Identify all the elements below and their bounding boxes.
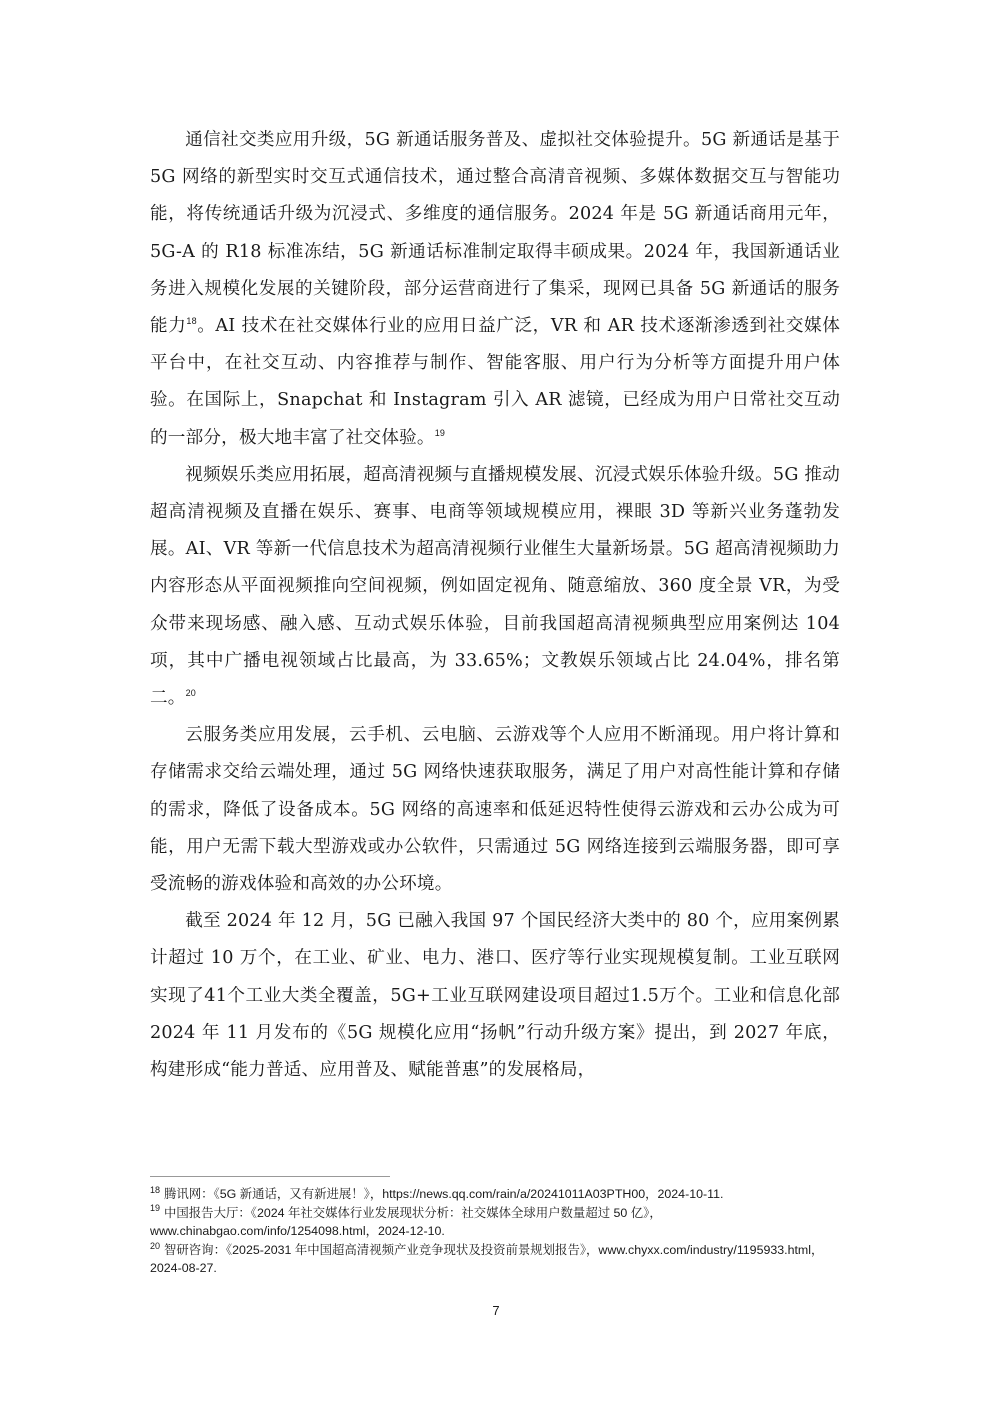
paragraph-text: 视频娱乐类应用拓展，超高清视频与直播规模发展、沉浸式娱乐体验升级。5G 推动超高清视频及直播在娱乐、赛事、电商等领域规模应用，裸眼 3D 等新兴业务蓬勃发展。AI、VR 等新一代信息技术为超高清视频行业催生大量新场景。5G 超高清视频助力内容形态从平面视频推向空间视频，例如固定视角、随意缩放、360 度全景 VR，为受众带来现场感、融入感、互动式娱乐体验，目前我国超高清视频典型应用案例达 104 项，其中广播电视领域占比最高，为 33.65%；文教娱乐领域占比 24.04%，排名第二。 xyxy=(150,464,840,709)
footnote-number: 18 xyxy=(150,1184,161,1195)
footnote-18 xyxy=(150,1185,842,1204)
paragraph-text: 。AI 技术在社交媒体行业的应用日益广泛，VR 和 AR 技术逐渐渗透到社交媒体平台中，在社交互动、内容推荐与制作、智能客服、用户行为分析等方面提升用户体验。在国际上，Snapchat 和 Instagram 引入 AR 滤镜，已经成为用户日常社交互动的一部分，极大地丰富了社交体验。 xyxy=(150,316,841,448)
paragraph-communication-social xyxy=(150,122,840,457)
footnote-separator xyxy=(150,1176,390,1177)
footnote-text: 中国报告大厅：《2024 年社交媒体行业发展现状分析：社交媒体全球用户数量超过 50 亿》，www.chinabgao.com/info/1254098.html，2024-12-10. xyxy=(150,1205,662,1239)
footnote-text: 腾讯网：《5G 新通话，又有新进展！》，https://news.qq.com/rain/a/20241011A03PTH00，2024-10-11. xyxy=(164,1187,724,1201)
footnote-20 xyxy=(150,1241,842,1278)
body-text xyxy=(150,122,840,1089)
paragraph-text: 截至 2024 年 12 月，5G 已融入我国 97 个国民经济大类中的 80 个，应用案例累计超过 10 万个，在工业、矿业、电力、港口、医疗等行业实现规模复制。工业互联网实现了41个工业大类全覆盖，5G+工业互联网建设项目超过1.5万个。工业和信息化部 2024 年 11 月发布的《5G 规模化应用“扬帆”行动升级方案》提出，到 2027 年底，构建形成“能力普适、应用普及、赋能普惠”的发展格局， xyxy=(150,911,840,1081)
footnote-number: 19 xyxy=(150,1203,161,1214)
footnote-text: 智研咨询：《2025-2031 年中国超高清视频产业竞争现状及投资前景规划报告》，www.chyxx.com/industry/1195933.html，2024-08-27. xyxy=(150,1242,824,1276)
footnote-reference[interactable]: 20 xyxy=(185,688,197,699)
footnotes xyxy=(150,1185,842,1278)
paragraph-video-entertainment xyxy=(150,457,840,717)
page-number: 7 xyxy=(492,1303,500,1318)
footnote-reference[interactable]: 18 xyxy=(186,316,197,327)
paragraph-cloud-services xyxy=(150,717,840,903)
footnote-number: 20 xyxy=(150,1240,161,1251)
paragraph-text: 通信社交类应用升级，5G 新通话服务普及、虚拟社交体验提升。5G 新通话是基于 5G 网络的新型实时交互式通信技术，通过整合高清音视频、多媒体数据交互与智能功能，将传统通话升级为沉浸式、多维度的通信服务。2024 年是 5G 新通话商用元年，5G-A 的 R18 标准冻结，5G 新通话标准制定取得丰硕成果。2024 年，我国新通话业务进入规模化发展的关键阶段，部分运营商进行了集采，现网已具备 5G 新通话的服务能力 xyxy=(150,130,840,337)
footnote-reference[interactable]: 19 xyxy=(434,427,446,438)
paragraph-industry-application xyxy=(150,903,840,1089)
footnote-19 xyxy=(150,1204,842,1241)
paragraph-text: 云服务类应用发展，云手机、云电脑、云游戏等个人应用不断涌现。用户将计算和存储需求交给云端处理，通过 5G 网络快速获取服务，满足了用户对高性能计算和存储的需求，降低了设备成本。5G 网络的高速率和低延迟特性使得云游戏和云办公成为可能，用户无需下载大型游戏或办公软件，只需通过 5G 网络连接到云端服务器，即可享受流畅的游戏体验和高效的办公环境。 xyxy=(150,725,840,895)
